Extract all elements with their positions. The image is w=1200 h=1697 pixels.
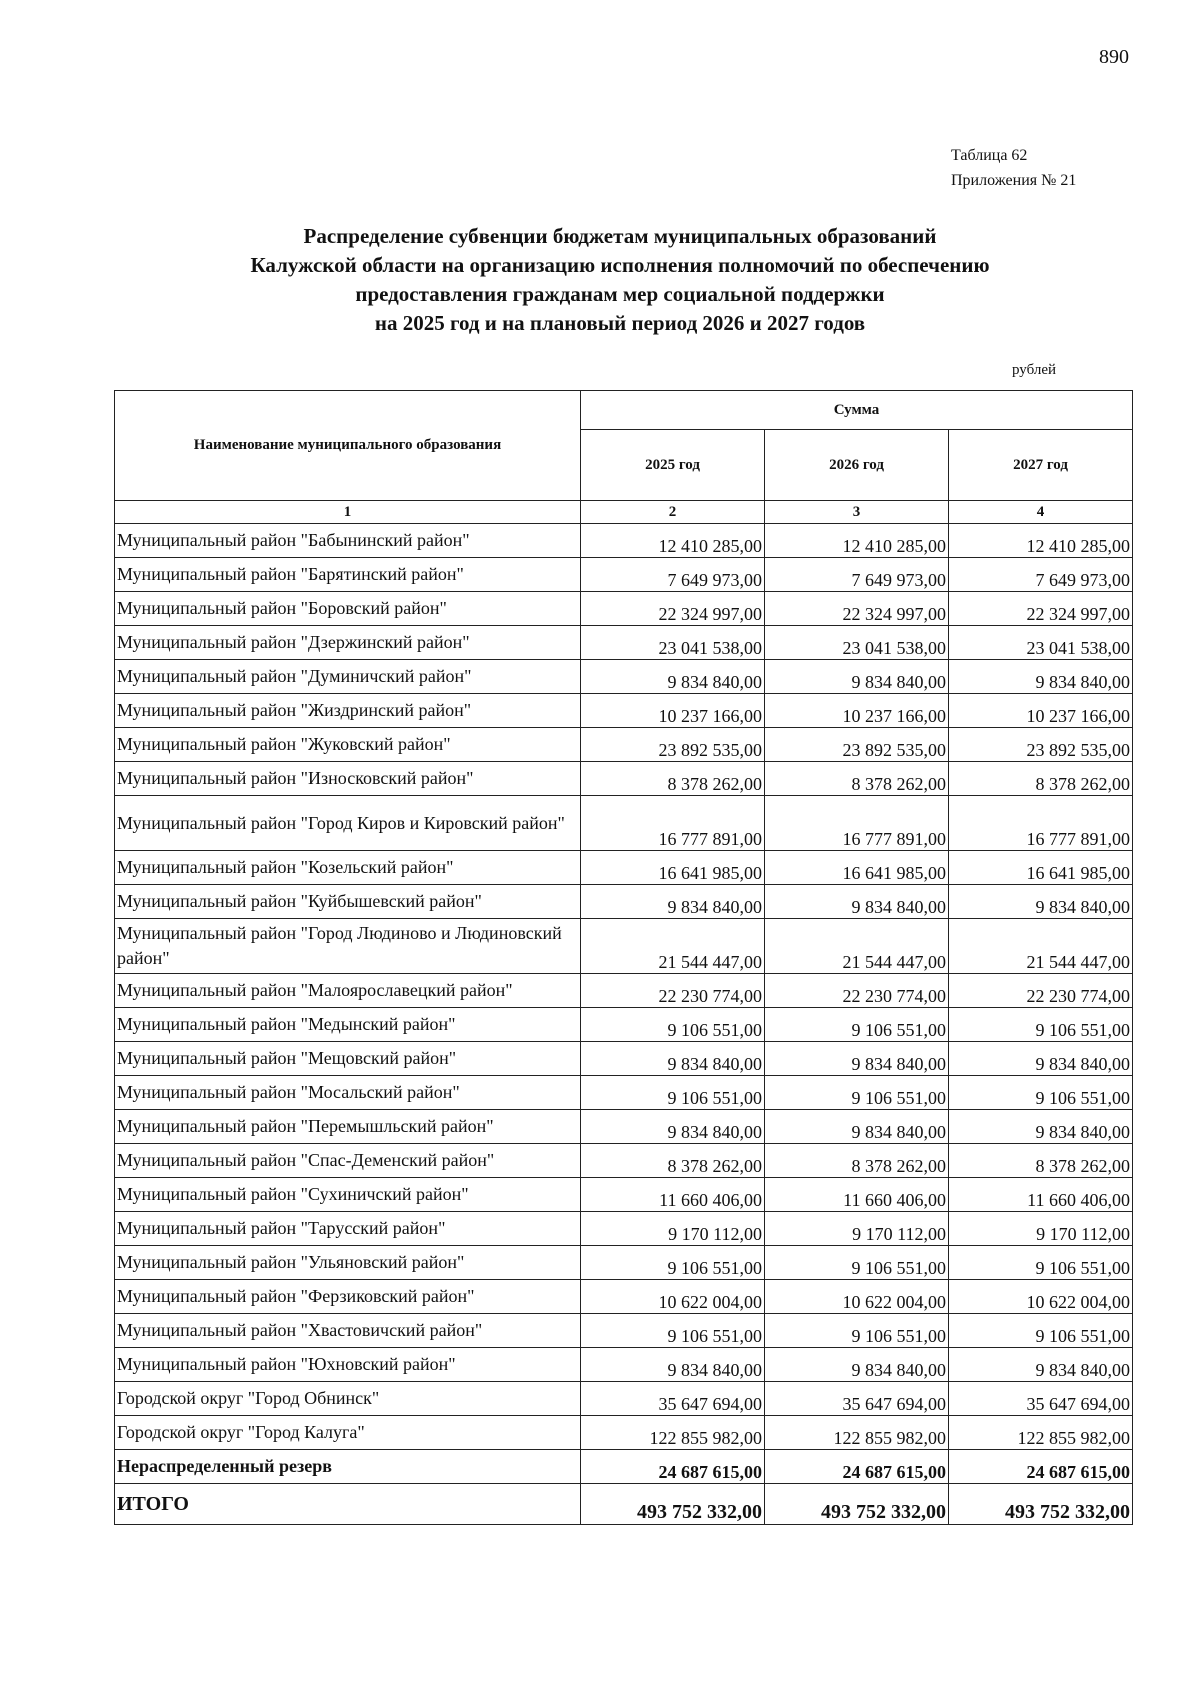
reserve-2027: 24 687 615,00 <box>949 1450 1133 1484</box>
municipality-name: Муниципальный район "Город Людиново и Людиновский район" <box>115 919 581 974</box>
amount-2026: 16 777 891,00 <box>765 796 949 851</box>
amount-2027: 9 106 551,00 <box>949 1008 1133 1042</box>
amount-2025: 9 834 840,00 <box>581 1348 765 1382</box>
municipality-name: Муниципальный район "Куйбышевский район" <box>115 885 581 919</box>
amount-2025: 9 834 840,00 <box>581 660 765 694</box>
total-2027: 493 752 332,00 <box>949 1484 1133 1525</box>
municipality-name: Муниципальный район "Дзержинский район" <box>115 626 581 660</box>
amount-2027: 9 106 551,00 <box>949 1246 1133 1280</box>
amount-2026: 8 378 262,00 <box>765 762 949 796</box>
reserve-name: Нераспределенный резерв <box>115 1450 581 1484</box>
amount-2026: 9 170 112,00 <box>765 1212 949 1246</box>
table-row <box>115 1144 1133 1178</box>
amount-2026: 16 641 985,00 <box>765 851 949 885</box>
municipality-name: Муниципальный район "Жуковский район" <box>115 728 581 762</box>
amount-2025: 8 378 262,00 <box>581 1144 765 1178</box>
amount-2027: 23 892 535,00 <box>949 728 1133 762</box>
amount-2026: 9 106 551,00 <box>765 1008 949 1042</box>
amount-2026: 22 230 774,00 <box>765 974 949 1008</box>
table-row <box>115 885 1133 919</box>
title-line: предоставления гражданам мер социальной поддержки <box>355 282 885 306</box>
municipality-name: Муниципальный район "Жиздринский район" <box>115 694 581 728</box>
total-2025: 493 752 332,00 <box>581 1484 765 1525</box>
amount-2025: 9 834 840,00 <box>581 1042 765 1076</box>
table-row <box>115 1246 1133 1280</box>
amount-2026: 22 324 997,00 <box>765 592 949 626</box>
amount-2026: 10 237 166,00 <box>765 694 949 728</box>
reserve-2026: 24 687 615,00 <box>765 1450 949 1484</box>
municipality-name: Муниципальный район "Сухиничский район" <box>115 1178 581 1212</box>
amount-2027: 11 660 406,00 <box>949 1178 1133 1212</box>
amount-2025: 21 544 447,00 <box>581 919 765 974</box>
amount-2025: 22 230 774,00 <box>581 974 765 1008</box>
column-number: 4 <box>949 501 1133 524</box>
amount-2025: 11 660 406,00 <box>581 1178 765 1212</box>
amount-2025: 10 622 004,00 <box>581 1280 765 1314</box>
table-row <box>115 851 1133 885</box>
amount-2027: 8 378 262,00 <box>949 762 1133 796</box>
title-line: Калужской области на организацию исполнения полномочий по обеспечению <box>250 253 990 277</box>
table-row <box>115 1212 1133 1246</box>
municipality-name: Муниципальный район "Бабынинский район" <box>115 524 581 558</box>
table-row <box>115 728 1133 762</box>
table-row <box>115 626 1133 660</box>
table-row <box>115 1348 1133 1382</box>
amount-2027: 9 834 840,00 <box>949 1110 1133 1144</box>
table-row <box>115 592 1133 626</box>
amount-2027: 10 237 166,00 <box>949 694 1133 728</box>
municipality-name: Муниципальный район "Козельский район" <box>115 851 581 885</box>
amount-2025: 9 170 112,00 <box>581 1212 765 1246</box>
table-row <box>115 762 1133 796</box>
amount-2026: 9 106 551,00 <box>765 1246 949 1280</box>
table-row <box>115 1280 1133 1314</box>
amount-2026: 12 410 285,00 <box>765 524 949 558</box>
table-row <box>115 524 1133 558</box>
municipality-name: Муниципальный район "Город Киров и Кировский район" <box>115 796 581 851</box>
amount-2026: 9 834 840,00 <box>765 1042 949 1076</box>
amount-2027: 12 410 285,00 <box>949 524 1133 558</box>
amount-2027: 9 834 840,00 <box>949 885 1133 919</box>
amount-2025: 22 324 997,00 <box>581 592 765 626</box>
amount-2025: 9 106 551,00 <box>581 1076 765 1110</box>
amount-2027: 16 641 985,00 <box>949 851 1133 885</box>
amount-2027: 9 834 840,00 <box>949 1042 1133 1076</box>
amount-2025: 9 106 551,00 <box>581 1314 765 1348</box>
municipality-name: Муниципальный район "Мосальский район" <box>115 1076 581 1110</box>
municipality-name: Городской округ "Город Обнинск" <box>115 1382 581 1416</box>
reserve-2025: 24 687 615,00 <box>581 1450 765 1484</box>
municipality-name: Муниципальный район "Спас-Деменский район" <box>115 1144 581 1178</box>
municipality-name: Муниципальный район "Мещовский район" <box>115 1042 581 1076</box>
amount-2027: 35 647 694,00 <box>949 1382 1133 1416</box>
amount-2025: 16 777 891,00 <box>581 796 765 851</box>
amount-2027: 22 230 774,00 <box>949 974 1133 1008</box>
amount-2027: 10 622 004,00 <box>949 1280 1133 1314</box>
amount-2025: 9 834 840,00 <box>581 1110 765 1144</box>
header-year-2026: 2026 год <box>765 430 949 501</box>
municipality-name: Муниципальный район "Боровский район" <box>115 592 581 626</box>
amount-2027: 9 834 840,00 <box>949 1348 1133 1382</box>
title-line: на 2025 год и на плановый период 2026 и 2027 годов <box>374 311 866 335</box>
amount-2027: 8 378 262,00 <box>949 1144 1133 1178</box>
amount-2026: 23 892 535,00 <box>765 728 949 762</box>
column-number: 1 <box>115 501 581 524</box>
amount-2027: 23 041 538,00 <box>949 626 1133 660</box>
total-2026: 493 752 332,00 <box>765 1484 949 1525</box>
column-number: 3 <box>765 501 949 524</box>
amount-2025: 23 892 535,00 <box>581 728 765 762</box>
total-row <box>115 1484 1133 1525</box>
reserve-row <box>115 1450 1133 1484</box>
amount-2026: 122 855 982,00 <box>765 1416 949 1450</box>
amount-2027: 9 106 551,00 <box>949 1314 1133 1348</box>
table-row <box>115 1314 1133 1348</box>
amount-2025: 23 041 538,00 <box>581 626 765 660</box>
table-reference: Таблица 62 <box>951 147 1028 164</box>
amount-2026: 9 834 840,00 <box>765 660 949 694</box>
municipality-name: Муниципальный район "Тарусский район" <box>115 1212 581 1246</box>
amount-2026: 9 106 551,00 <box>765 1076 949 1110</box>
amount-2026: 23 041 538,00 <box>765 626 949 660</box>
amount-2026: 21 544 447,00 <box>765 919 949 974</box>
table-row <box>115 1110 1133 1144</box>
table-body <box>115 524 1133 1525</box>
amount-2025: 35 647 694,00 <box>581 1382 765 1416</box>
amount-2025: 7 649 973,00 <box>581 558 765 592</box>
table-row <box>115 1382 1133 1416</box>
municipality-name: Муниципальный район "Ульяновский район" <box>115 1246 581 1280</box>
table-row <box>115 919 1133 974</box>
amount-2027: 9 106 551,00 <box>949 1076 1133 1110</box>
header-sum: Сумма <box>581 391 1133 430</box>
total-name: ИТОГО <box>115 1484 581 1525</box>
table-row <box>115 1178 1133 1212</box>
amount-2026: 9 834 840,00 <box>765 1348 949 1382</box>
amount-2025: 9 834 840,00 <box>581 885 765 919</box>
municipality-name: Муниципальный район "Малоярославецкий район" <box>115 974 581 1008</box>
table-row <box>115 660 1133 694</box>
municipality-name: Муниципальный район "Ферзиковский район" <box>115 1280 581 1314</box>
amount-2026: 9 834 840,00 <box>765 1110 949 1144</box>
amount-2027: 7 649 973,00 <box>949 558 1133 592</box>
municipality-name: Муниципальный район "Хвастовичский район" <box>115 1314 581 1348</box>
amount-2026: 35 647 694,00 <box>765 1382 949 1416</box>
table-row <box>115 694 1133 728</box>
page-number: 890 <box>1099 46 1129 68</box>
amount-2025: 9 106 551,00 <box>581 1246 765 1280</box>
table-row <box>115 1008 1133 1042</box>
municipality-name: Муниципальный район "Барятинский район" <box>115 558 581 592</box>
appendix-reference: Приложения № 21 <box>951 172 1077 189</box>
amount-2025: 12 410 285,00 <box>581 524 765 558</box>
header-year-2025: 2025 год <box>581 430 765 501</box>
amount-2026: 8 378 262,00 <box>765 1144 949 1178</box>
table-row <box>115 796 1133 851</box>
amount-2025: 16 641 985,00 <box>581 851 765 885</box>
header-name: Наименование муниципального образования <box>115 391 581 501</box>
amount-2027: 22 324 997,00 <box>949 592 1133 626</box>
municipality-name: Муниципальный район "Перемышльский район" <box>115 1110 581 1144</box>
amount-2026: 9 106 551,00 <box>765 1314 949 1348</box>
header-year-2027: 2027 год <box>949 430 1133 501</box>
municipality-name: Муниципальный район "Износковский район" <box>115 762 581 796</box>
amount-2027: 9 834 840,00 <box>949 660 1133 694</box>
amount-2026: 10 622 004,00 <box>765 1280 949 1314</box>
subvention-table <box>114 390 1133 1525</box>
table-row <box>115 974 1133 1008</box>
municipality-name: Муниципальный район "Думиничский район" <box>115 660 581 694</box>
amount-2025: 122 855 982,00 <box>581 1416 765 1450</box>
amount-2027: 21 544 447,00 <box>949 919 1133 974</box>
municipality-name: Муниципальный район "Медынский район" <box>115 1008 581 1042</box>
amount-2025: 8 378 262,00 <box>581 762 765 796</box>
amount-2027: 9 170 112,00 <box>949 1212 1133 1246</box>
amount-2025: 10 237 166,00 <box>581 694 765 728</box>
amount-2027: 16 777 891,00 <box>949 796 1133 851</box>
title-line: Распределение субвенции бюджетам муниципальных образований <box>303 224 937 248</box>
amount-2026: 9 834 840,00 <box>765 885 949 919</box>
amount-2025: 9 106 551,00 <box>581 1008 765 1042</box>
table-row <box>115 1076 1133 1110</box>
table-row <box>115 1416 1133 1450</box>
table-row <box>115 1042 1133 1076</box>
document-title <box>120 222 1120 338</box>
municipality-name: Муниципальный район "Юхновский район" <box>115 1348 581 1382</box>
table-row <box>115 558 1133 592</box>
amount-2026: 11 660 406,00 <box>765 1178 949 1212</box>
amount-2026: 7 649 973,00 <box>765 558 949 592</box>
municipality-name: Городской округ "Город Калуга" <box>115 1416 581 1450</box>
column-number: 2 <box>581 501 765 524</box>
amount-2027: 122 855 982,00 <box>949 1416 1133 1450</box>
unit-label: рублей <box>1012 362 1057 378</box>
